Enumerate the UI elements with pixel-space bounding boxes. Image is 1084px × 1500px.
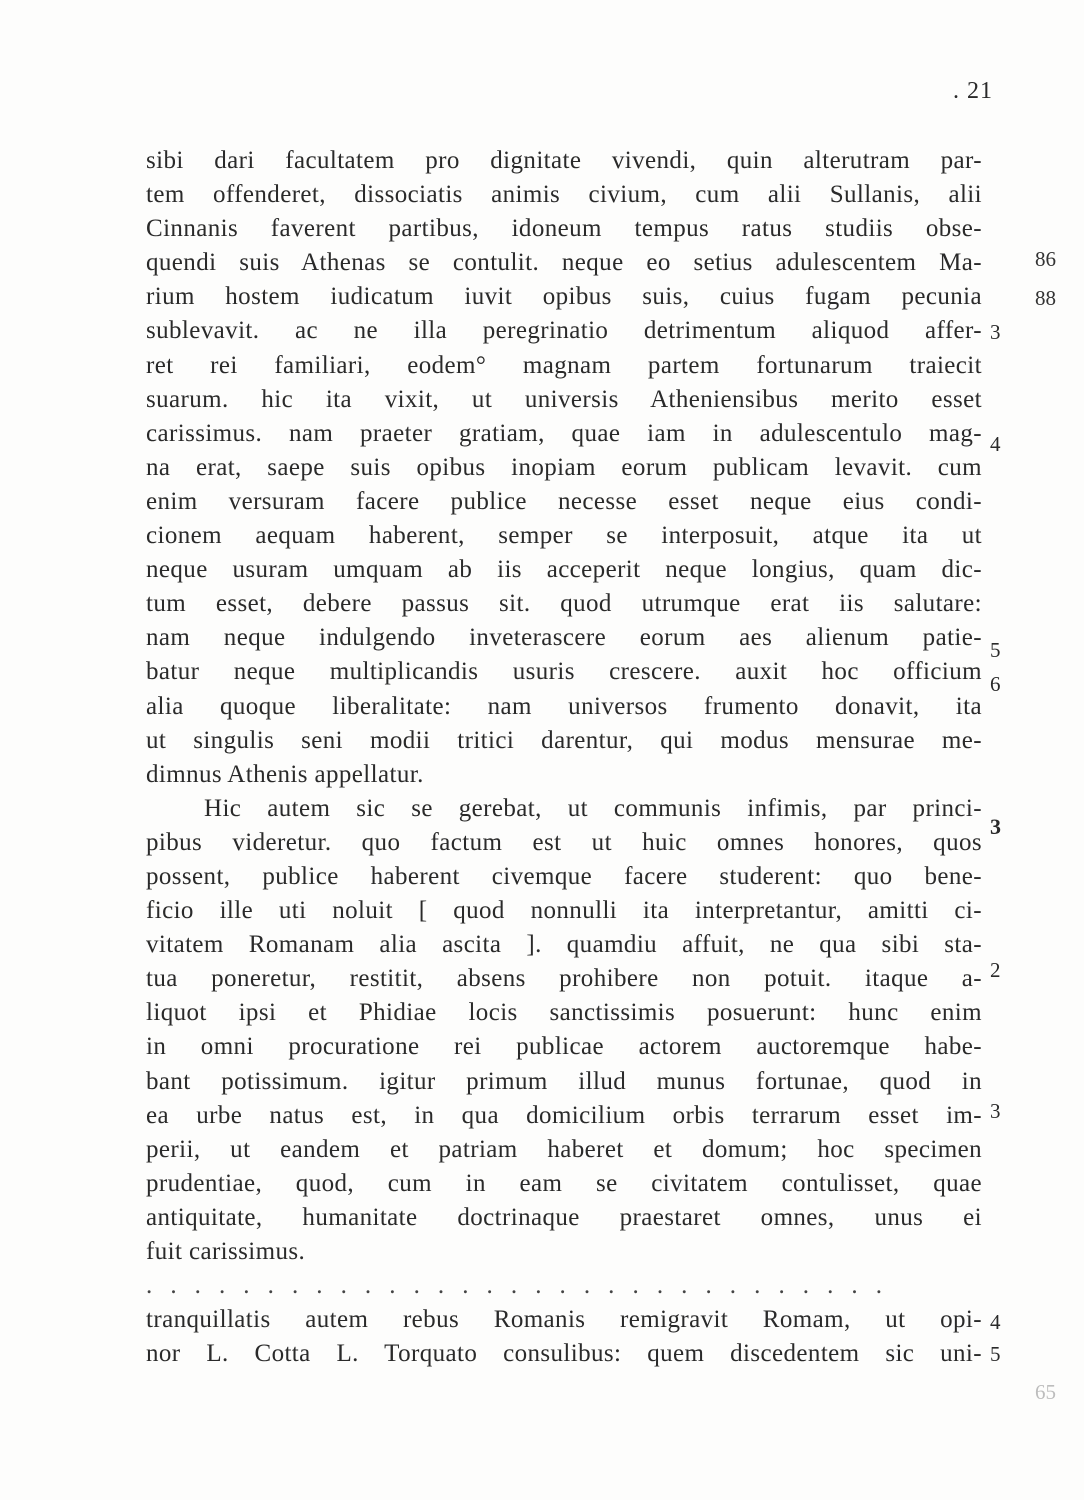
text-line: carissimus. nam praeter gratiam, quae iam in adulescentulo mag- [146,419,982,447]
text-line: na erat, saepe suis opibus inopiam eorum publicam levavit. cum [146,453,982,481]
outer-marginal-number: 86 [1035,247,1056,271]
text-line: sublevavit. ac ne illa peregrinatio detrimentum aliquod affer- [146,317,982,345]
text-line: tranquillatis autem rebus Romanis remigravit Romam, ut opi- [146,1306,982,1334]
text-line: tum esset, debere passus sit. quod utrumque erat iis salutare: [146,590,982,618]
text-line: ficio ille uti noluit [ quod nonnulli ita interpretantur, amitti ci- [146,897,982,925]
text-line: Hic autem sic se gerebat, ut communis infimis, par princi- [204,794,982,822]
text-line: neque usuram umquam ab iis acceperit neque longius, quam dic- [146,556,982,584]
omission-dots: . . . . . . . . . . . . . . . . . . . . . . . . . . . . . . . [146,1272,882,1300]
text-line: alia quoque liberalitate: nam universos frumento donavit, ita [146,692,982,720]
text-line: tua poneretur, restitit, absens prohibere non potuit. itaque a- [146,965,982,993]
text-line: rium hostem iudicatum iuvit opibus suis, cuius fugam pecunia [146,283,982,311]
text-line: pibus videretur. quo factum est ut huic omnes honores, quos [146,828,982,856]
marginal-number: 5 [990,1342,1001,1366]
marginal-number: 3 [990,814,1001,839]
marginal-number: 4 [990,432,1001,456]
text-line: bant potissimum. igitur primum illud munus fortunae, quod in [146,1067,982,1095]
outer-marginal-number: 65 [1035,1380,1056,1404]
text-line: prudentiae, quod, cum in eam se civitatem contulisset, quae [146,1169,982,1197]
marginal-number: 6 [990,672,1001,696]
page-number: . 21 [953,78,993,104]
text-line: nam neque indulgendo inveterascere eorum aes alienum patie- [146,624,982,652]
text-line: perii, ut eandem et patriam haberet et domum; hoc specimen [146,1135,982,1163]
text-line: nor L. Cotta L. Torquato consulibus: quem discedentem sic uni- [146,1340,982,1368]
text-line: ut singulis seni modii tritici darentur, qui modus mensurae me- [146,726,982,754]
text-line: quendi suis Athenas se contulit. neque eo setius adulescentem Ma- [146,249,982,277]
marginal-number: 3 [990,320,1001,344]
text-line: dimnus Athenis appellatur. [146,760,424,788]
text-line: liquot ipsi et Phidiae locis sanctissimis posuerunt: hunc enim [146,999,982,1027]
marginal-number: 5 [990,638,1001,662]
marginal-number: 4 [990,1310,1001,1334]
text-line: suarum. hic ita vixit, ut universis Atheniensibus merito esset [146,385,982,413]
marginal-number: 2 [990,958,1001,982]
text-line: Cinnanis faverent partibus, idoneum tempus ratus studiis obse- [146,215,982,243]
text-line: vitatem Romanam alia ascita ]. quamdiu affuit, ne qua sibi sta- [146,931,982,959]
text-line: fuit carissimus. [146,1238,306,1265]
marginal-number: 3 [990,1099,1001,1123]
text-line: cionem aequam haberent, semper se interposuit, atque ita ut [146,522,982,550]
main-text [146,144,982,1371]
text-line: batur neque multiplicandis usuris crescere. auxit hoc officium [146,658,982,686]
text-line: enim versuram facere publice necesse esset neque eius condi- [146,487,982,515]
text-line: ret rei familiari, eodem° magnam partem fortunarum traiecit [146,351,982,379]
text-line: ea urbe natus est, in qua domicilium orbis terrarum esset im- [146,1101,982,1129]
text-line: tem offenderet, dissociatis animis civium, cum alii Sullanis, alii [146,181,982,209]
text-line: in omni procuratione rei publicae actorem auctoremque habe- [146,1033,982,1061]
outer-marginal-number: 88 [1035,286,1056,310]
text-line: possent, publice haberent civemque facere studerent: quo bene- [146,862,982,890]
text-line: sibi dari facultatem pro dignitate vivendi, quin alterutram par- [146,147,982,174]
text-line: antiquitate, humanitate doctrinaque praestaret omnes, unus ei [146,1203,982,1231]
